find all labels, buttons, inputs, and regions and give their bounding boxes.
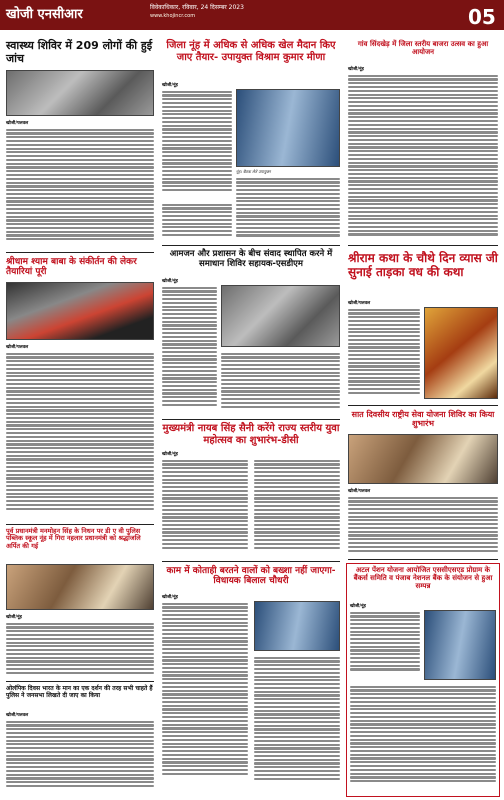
headline-atal-pension: अटल पेंशन योजना आयोजित एससीएसएड प्रोग्राम के बैंकर्स समिति व पंजाब नेशनल बैंक के संयोजन से हुआ सम्पन्न <box>353 566 493 591</box>
body-atal-pension-2 <box>350 684 496 794</box>
divider <box>162 561 340 562</box>
photo-shyam-baba <box>6 282 154 340</box>
body-health-camp <box>6 127 154 249</box>
photo-shriram-katha <box>424 307 498 399</box>
website: www.khojincr.com <box>150 13 196 19</box>
body-shyam-baba <box>6 351 154 521</box>
body-shriram-katha <box>348 307 420 402</box>
body-nss <box>348 495 498 557</box>
body-khel-maidan-2 <box>236 176 340 242</box>
headline-olympic: ओलंपिक दिवस भारत के मान का एक दर्शन की तरह सभी चाहते हैं पुलिस ने जनसभा लिखते दी जाए का किया <box>6 685 153 699</box>
byline-samadhan: खोजी/नूंह <box>162 279 178 284</box>
masthead <box>0 0 504 30</box>
headline-health-camp: स्वास्थ्य शिविर में 209 लोगों की हुई जांच <box>6 39 153 65</box>
headline-nss: सात दिवसीय राष्ट्रीय सेवा योजना शिविर का किया शुभारंभ <box>351 410 495 429</box>
headline-shriram-katha: श्रीराम कथा के चौथे दिन व्यास जी सुनाई ताड़का वध की कथा <box>348 251 498 279</box>
body-samadhan-1 <box>162 285 217 415</box>
headline-cm-yuva: मुख्यमंत्री नायब सिंह सैनी करेंगे राज्य स्तरीय युवा महोत्सव का शुभारंभ-डीसी <box>162 423 340 446</box>
byline-manmohan: खोजी/नूंह <box>6 615 22 620</box>
logo: खोजी एनसीआर <box>6 7 83 22</box>
photo-mla-bilal <box>254 601 340 651</box>
byline-mla-bilal: खोजी/नूंह <box>162 595 178 600</box>
body-samadhan-2 <box>221 351 340 415</box>
body-khel-maidan-3 <box>162 202 232 242</box>
body-khel-maidan-1 <box>162 89 232 199</box>
body-olympic <box>6 719 154 795</box>
photo-manmohan <box>6 564 154 610</box>
photo-health-camp <box>6 70 154 116</box>
body-cm-yuva-1 <box>162 458 248 558</box>
byline-bajra-utsav: खोजी/नूंह <box>348 67 364 72</box>
headline-shyam-baba: श्रीधाम श्याम बाबा के संकीर्तन की लेकर तैयारियां पूरी <box>6 257 137 278</box>
body-bajra-utsav <box>348 73 498 245</box>
divider <box>6 681 154 682</box>
byline-shriram-katha: खोजी/पलवल <box>348 301 371 306</box>
photo-atal-pension <box>424 610 496 680</box>
body-mla-bilal-2 <box>254 655 340 795</box>
divider <box>162 245 340 246</box>
byline-shyam-baba: खोजी/पलवल <box>6 345 29 350</box>
divider <box>162 419 340 420</box>
divider <box>348 245 498 246</box>
body-manmohan <box>6 621 154 679</box>
headline-samadhan: आमजन और प्रशासन के बीच संवाद स्थापित करने में समाधान शिविर सहायक-एसडीएम <box>169 249 333 269</box>
headline-mla-bilal: काम में कोताही बरतने वालों को बख्शा नहीं जाएगा-विधायक बिलाल चौधरी <box>166 566 336 587</box>
photo-meeting <box>236 89 340 167</box>
body-atal-pension-1 <box>350 610 420 680</box>
byline-nss: खोजी/पलवल <box>348 489 371 494</box>
page-number: 05 <box>468 5 496 29</box>
photo-nss <box>348 434 498 484</box>
headline-bajra-utsav: गांव सिंदखेड़ में जिला स्तरीय बाजरा उत्सव का हुआ आयोजन <box>357 40 489 57</box>
byline-khel-maidan: खोजी/नूंह <box>162 83 178 88</box>
byline-olympic: खोजी/पलवल <box>6 713 29 718</box>
byline-health-camp: खोजी/पलवल <box>6 121 29 126</box>
divider <box>6 252 154 253</box>
body-mla-bilal-1 <box>162 601 248 795</box>
headline-khel-maidan: जिला नूंह में अधिक से अधिक खेल मैदान किए जाए तैयार- उपायुक्त विश्राम कुमार मीणा <box>166 40 336 63</box>
headline-manmohan: पूर्व प्रधानमंत्री मनमोहन सिंह के निधन पर डी ए वी पुलिस पब्लिक स्कूल नूंह में गिरा नहलार प्रधानमंत्री को श्रद्धांजलि अर्पित की गई <box>6 527 141 550</box>
byline-cm-yuva: खोजी/नूंह <box>162 452 178 457</box>
caption-meeting: नूंह। बैठक लेते उपायुक्त <box>236 169 271 174</box>
byline-atal-pension: खोजी/नूंह <box>350 604 366 609</box>
photo-samadhan <box>221 285 340 347</box>
divider <box>348 559 498 560</box>
body-cm-yuva-2 <box>254 458 340 558</box>
issue-date: विवेकाधिकार, रविवार, 24 दिसम्बर 2023 <box>150 4 244 11</box>
divider <box>348 405 498 406</box>
divider <box>6 524 154 525</box>
